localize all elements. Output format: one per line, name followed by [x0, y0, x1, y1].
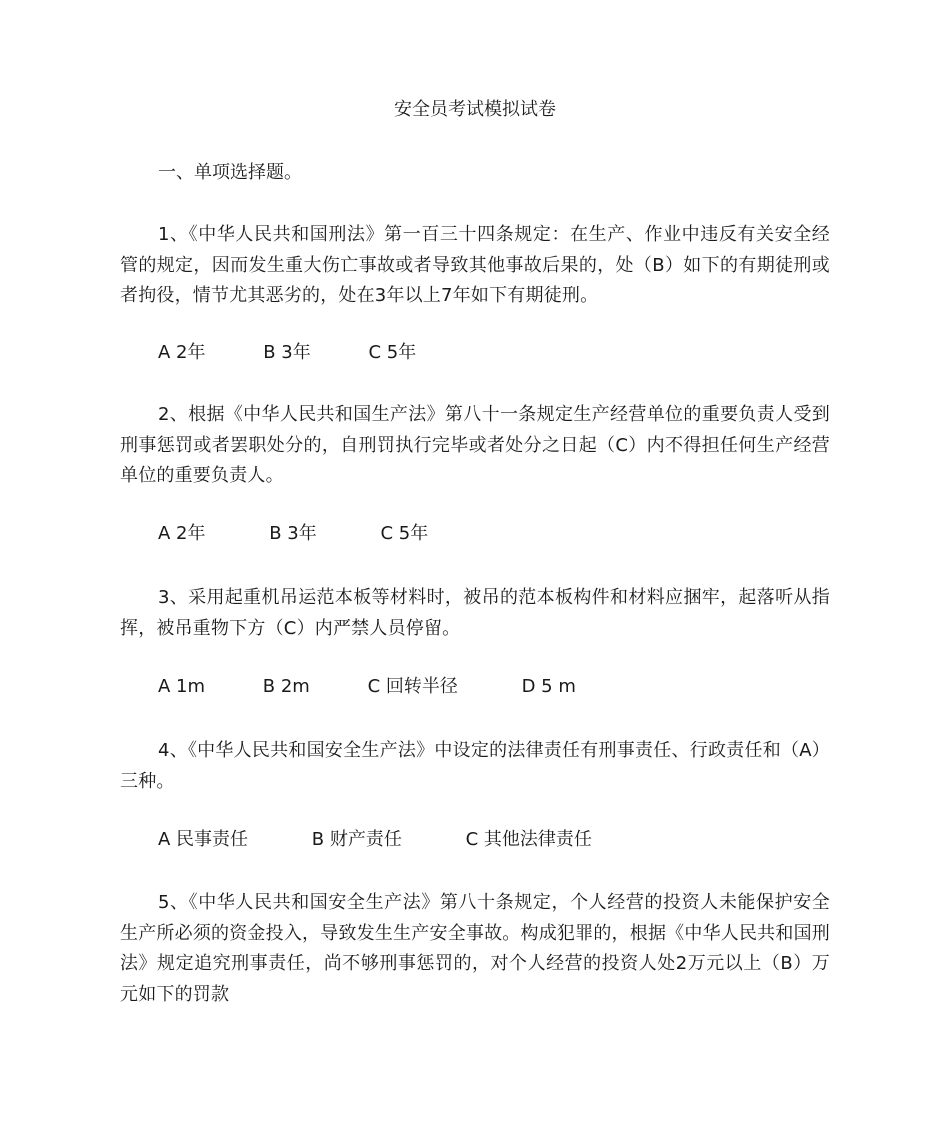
question-1-options: [158, 339, 416, 367]
option-b: B 3年: [263, 342, 311, 363]
question-4-options: [158, 826, 592, 854]
question-1: 1、《中华人民共和国刑法》第一百三十四条规定：在生产、作业中违反有关安全经管的规定，因而发生重大伤亡事故或者导致其他事故后果的，处（B）如下的有期徒刑或者拘役，情节尤其恶劣的，处在3年以上7年如下有期徒刑。: [120, 224, 830, 306]
question-4: 4、《中华人民共和国安全生产法》中设定的法律责任有刑事责任、行政责任和（A）三种。: [120, 740, 830, 792]
option-d: D 5 m: [521, 676, 576, 697]
option-a: A 1m: [158, 676, 206, 697]
question-3: 3、采用起重机吊运范本板等材料时，被吊的范本板构件和材料应捆牢，起落听从指挥，被吊重物下方（C）内严禁人员停留。: [120, 587, 830, 639]
question-3-options: [158, 673, 576, 701]
option-a: A 民事责任: [158, 829, 249, 850]
option-c: C 其他法律责任: [465, 829, 592, 850]
option-b: B 财产责任: [311, 829, 402, 850]
question-5: 5、《中华人民共和国安全生产法》第八十条规定，个人经营的投资人未能保护安全生产所必须的资金投入，导致发生生产安全事故。构成犯罪的，根据《中华人民共和国刑法》规定追究刑事责任，尚不够刑事惩罚的，对个人经营的投资人处2万元以上（B）万元如下的罚款: [120, 892, 830, 1005]
question-2: 2、根据《中华人民共和国生产法》第八十一条规定生产经营单位的重要负责人受到刑事惩罚或者罢职处分的，自刑罚执行完毕或者处分之日起（C）内不得担任何生产经营单位的重要负责人。: [120, 404, 830, 486]
section-heading: 一、单项选择题。: [158, 162, 302, 183]
question-2-options: [158, 520, 428, 548]
document-title: 安全员考试模拟试卷: [394, 99, 556, 120]
option-a: A 2年: [158, 342, 206, 363]
option-c: C 5年: [368, 342, 417, 363]
option-a: A 2年: [158, 523, 206, 544]
option-b: B 3年: [269, 523, 317, 544]
option-c: C 5年: [380, 523, 429, 544]
option-b: B 2m: [262, 676, 310, 697]
option-c: C 回转半径: [367, 676, 458, 697]
